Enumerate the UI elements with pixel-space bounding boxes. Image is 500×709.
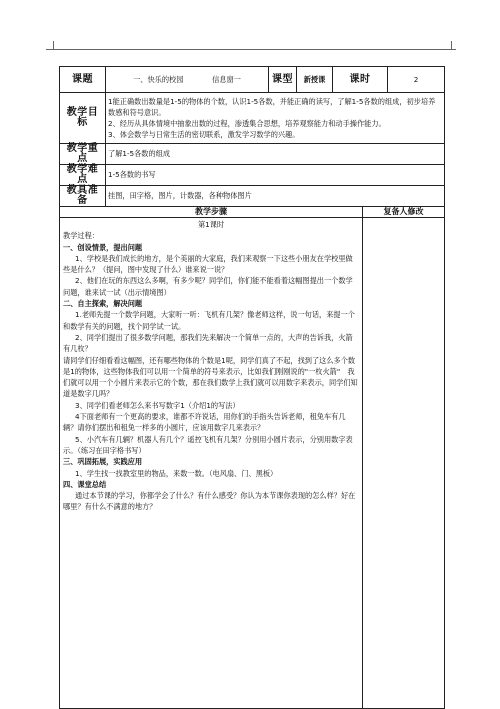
step-paragraph: 请同学们仔细看看这幅图，还有哪些物体的个数是1呢，同学们真了不起，找到了这么多个数是1的物体，这些物体我们可以用一个简单的符号来表示，比如我们刚刚说的"一枚火箭" 我们就可以用一个小圆片来表示它的个数，那在我们数学上我们就可以用数字来表示，同学们知道是数字几吗？ bbox=[63, 355, 358, 399]
difficulty-label: 教学难点 bbox=[60, 165, 106, 186]
hours-value: 2 bbox=[388, 67, 445, 93]
topic-label: 课题 bbox=[60, 67, 106, 93]
goal-item: 3、体会数学与日常生活的密切联系，激发学习数学的兴趣。 bbox=[108, 130, 300, 139]
goals-content bbox=[106, 93, 445, 144]
difficulty-value: 1-5各数的书写 bbox=[106, 165, 445, 186]
prep-value: 挂图，田字格，图片，计数器，各种物体图片 bbox=[106, 186, 445, 207]
key-point-label: 教学重点 bbox=[60, 144, 106, 165]
key-point-value: 了解1-5各数的组成 bbox=[106, 144, 445, 165]
goals-label: 教学目标 bbox=[60, 93, 106, 144]
step-paragraph: 3、同学们看老师怎么来书写数字1（介绍1的写法） bbox=[75, 400, 240, 410]
step-paragraph: 2、他们在玩的东西这么多啊，有多少呢？同学们，你们能不能看着这幅图提出一个数学问题，谁来试一试（出示情境图） bbox=[63, 276, 353, 297]
goal-item: 1能正确数出数量是1-5的物体的个数，认识1-5各数，并能正确的读写，了解1-5各数的组成，初步培养数感和符号意识。 bbox=[108, 97, 436, 117]
process-intro: 教学过程： bbox=[63, 231, 99, 241]
header-rule bbox=[46, 49, 456, 50]
step-paragraph: 通过本节课的学习，你都学会了什么？有什么感受？你认为本节课你表现的怎么样？好在哪里？有什么不满意的地方？ bbox=[63, 491, 356, 512]
step-paragraph: 1、学校是我们成长的地方，是个美丽的大家庭，我们来观察一下这些小朋友在学校里做些是什么？（提问，图中发现了什么）谁来说一说？ bbox=[63, 253, 353, 275]
step-paragraph: 1、学生找一找教室里的物品，来数一数。（电风扇、门、黑板） bbox=[75, 468, 278, 478]
prep-label: 教具准备 bbox=[60, 186, 106, 207]
steps-content bbox=[60, 218, 363, 709]
step-paragraph: 5、小汽车有几辆？机器人有几个？遥控飞机有几架？分别用小圆片表示，分别用数字表示。（练习在田字格书写） bbox=[63, 434, 353, 455]
section-heading: 一、创设情景，提出问题 bbox=[63, 242, 143, 252]
section-heading: 四、课堂总结 bbox=[63, 479, 107, 489]
type-value: 新授课 bbox=[297, 67, 333, 93]
revise-content bbox=[363, 218, 445, 709]
lesson-plan-table bbox=[59, 66, 445, 709]
header-mark-left bbox=[53, 41, 54, 49]
step-paragraph: 4下面老师有一个更高的要求，谁都不许说话，用你们的手指头告诉老师，租兔车有几辆？请你们摆出和租兔一样多的小圆片，应该用数字几来表示？ bbox=[63, 412, 346, 433]
step-paragraph: 2、同学们提出了很多数学问题，那我们先来解决一个简单一点的，大声的告诉我，火箭有几枚？ bbox=[63, 332, 353, 354]
hours-label: 课时 bbox=[333, 67, 388, 93]
step-paragraph: 1.老师先提一个数学问题，大家听一听：飞机有几架？像老师这样，说一句话，来提一个和数学有关的问题，找个同学试一试。 bbox=[63, 310, 355, 331]
section-heading: 三、巩固拓展，实践应用 bbox=[63, 457, 143, 467]
steps-header: 教学步骤 bbox=[60, 207, 363, 218]
section-heading: 二、自主探索，解决问题 bbox=[63, 299, 143, 309]
type-label: 课型 bbox=[269, 67, 297, 93]
lesson-number: 第1课时 bbox=[197, 220, 225, 229]
goal-item: 2、经历从具体情境中抽象出数的过程，渗透集合思想，培养观察能力和动手操作能力。 bbox=[108, 119, 386, 128]
topic-value: 一、快乐的校园 信息窗一 bbox=[106, 67, 269, 93]
header-mark-right bbox=[451, 41, 452, 49]
revise-header: 复备人修改 bbox=[363, 207, 445, 218]
